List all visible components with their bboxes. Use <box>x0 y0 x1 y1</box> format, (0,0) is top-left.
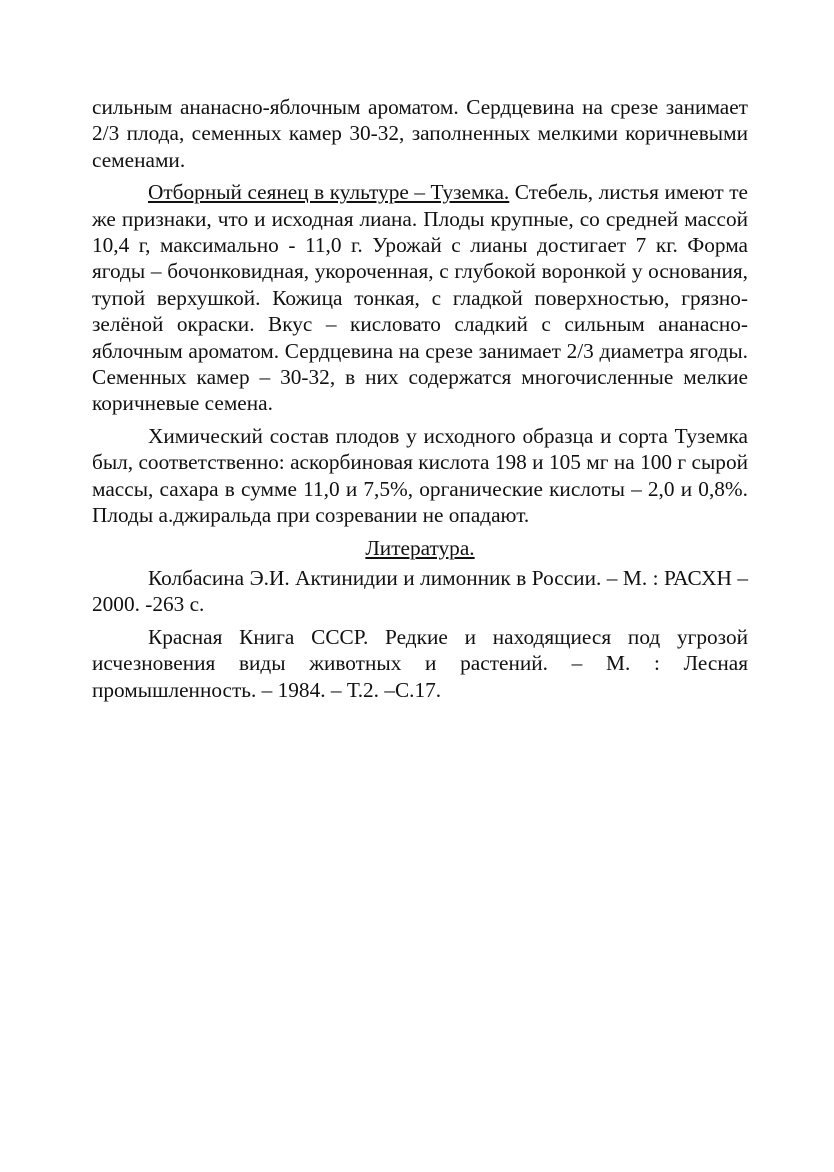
document-page <box>92 94 748 709</box>
paragraph-cultivar <box>92 179 748 417</box>
paragraph-chemistry: Химический состав плодов у исходного образца и сорта Туземка был, соответственно: аскорбиновая кислота 198 и 105 мг на 100 г сырой массы, сахара в сумме 11,0 и 7,5%, органические кислоты – 2,0 и 0,8%. Плоды а.джиральда при созревании не опадают. <box>92 423 748 528</box>
cultivar-lead: Отборный сеянец в культуре – Туземка. <box>148 180 510 205</box>
literature-heading-text: Литература. <box>365 535 475 560</box>
cultivar-description: Стебель, листья имеют те же признаки, что и исходная лиана. Плоды крупные, со средней массой 10,4 г, максимально - 11,0 г. Урожай с лианы достигает 7 кг. Форма ягоды – бочонковидная, укороченная, с глубокой воронкой у основания, тупой верхушкой. Кожица тонкая, с гладкой поверхностью, грязно-зелёной окраски. Вкус – кисловато сладкий с сильным ананасно-яблочным ароматом. Сердцевина на срезе занимает 2/3 диаметра ягоды. Семенных камер – 30-32, в них содержатся многочисленные мелкие коричневые семена. <box>92 180 749 416</box>
paragraph-continuation: сильным ананасно-яблочным ароматом. Сердцевина на срезе занимает 2/3 плода, семенных камер 30-32, заполненных мелкими коричневыми семенами. <box>92 95 748 172</box>
literature-heading <box>92 535 748 561</box>
reference-item: Красная Книга СССР. Редкие и находящиеся под угрозой исчезновения виды животных и растений. – М. : Лесная промышленность. – 1984. – Т.2. –С.17. <box>92 624 748 702</box>
reference-item: Колбасина Э.И. Актинидии и лимонник в России. – М. : РАСХН – 2000. -263 с. <box>92 565 748 617</box>
